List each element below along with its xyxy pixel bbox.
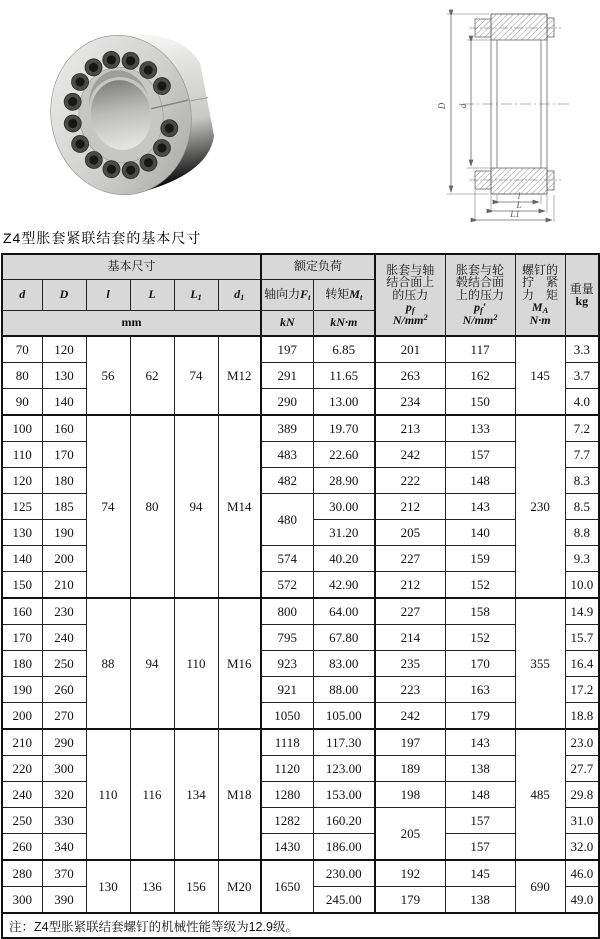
cell-d: 160	[2, 598, 42, 625]
cell-D: 320	[42, 782, 86, 808]
cell-pf: 227	[375, 546, 445, 572]
hdr-d1: $d_1$	[218, 280, 261, 311]
technical-drawing	[429, 2, 594, 224]
cell-pf: 189	[375, 756, 445, 782]
cell-pfp: 143	[445, 729, 515, 756]
cell-pf: 242	[375, 442, 445, 468]
cell-L1: 110	[174, 598, 218, 729]
cell-kg: 9.3	[565, 546, 599, 572]
cell-kg: 8.3	[565, 468, 599, 494]
cell-d: 150	[2, 572, 42, 599]
cell-kg: 16.4	[565, 651, 599, 677]
table-row	[2, 598, 599, 625]
cell-Mt: 105.00	[313, 703, 375, 730]
cell-pf: 205	[375, 520, 445, 546]
cell-pfp: 117	[445, 336, 515, 363]
cell-d: 180	[2, 651, 42, 677]
cell-pf: 242	[375, 703, 445, 730]
cell-D: 230	[42, 598, 86, 625]
cell-D: 390	[42, 887, 86, 914]
cell-pf: 213	[375, 415, 445, 442]
cell-L1: 94	[174, 415, 218, 598]
cell-pfp: 143	[445, 494, 515, 520]
cell-pfp: 170	[445, 651, 515, 677]
cell-pf: 201	[375, 336, 445, 363]
cell-D: 260	[42, 677, 86, 703]
cell-pfp: 158	[445, 598, 515, 625]
hdr-kN: kN	[261, 311, 313, 337]
cell-Ft: 291	[261, 363, 313, 389]
cell-Mt: 160.20	[313, 808, 375, 834]
hdr-D: D	[42, 280, 86, 311]
cell-kg: 17.2	[565, 677, 599, 703]
hdr-torque: 转矩$M_t$	[313, 280, 375, 311]
cell-D: 140	[42, 389, 86, 416]
cell-l: 88	[86, 598, 130, 729]
cell-kg: 31.0	[565, 808, 599, 834]
cell-Mt: 117.30	[313, 729, 375, 756]
cell-L: 94	[130, 598, 174, 729]
cell-pf: 197	[375, 729, 445, 756]
cell-D: 180	[42, 468, 86, 494]
cell-kg: 3.7	[565, 363, 599, 389]
cell-Mt: 186.00	[313, 834, 375, 861]
cell-Mt: 30.00	[313, 494, 375, 520]
cell-pfp: 179	[445, 703, 515, 730]
cell-Mt: 22.60	[313, 442, 375, 468]
cell-pfp: 133	[445, 415, 515, 442]
cell-D: 370	[42, 860, 86, 887]
cell-Ft: 1650	[261, 860, 313, 913]
cell-Mt: 67.80	[313, 625, 375, 651]
cell-Ft: 1118	[261, 729, 313, 756]
cell-Mt: 40.20	[313, 546, 375, 572]
cell-pf: 234	[375, 389, 445, 416]
cell-kg: 32.0	[565, 834, 599, 861]
note-row	[2, 913, 599, 938]
table-row	[2, 860, 599, 887]
cell-MA: 355	[515, 598, 565, 729]
cell-pfp: 148	[445, 782, 515, 808]
cell-d: 130	[2, 520, 42, 546]
cell-Ft: 1050	[261, 703, 313, 730]
cell-d1: M16	[218, 598, 261, 729]
cell-l: 110	[86, 729, 130, 860]
cell-L: 136	[130, 860, 174, 913]
dim-label-l: l	[517, 191, 521, 201]
hdr-kNm: kN·m	[313, 311, 375, 337]
cell-pf: 192	[375, 860, 445, 887]
cell-D: 240	[42, 625, 86, 651]
cell-l: 56	[86, 336, 130, 415]
table-note: 注：Z4型胀紧联结套螺钉的机械性能等级为12.9级。	[2, 913, 599, 938]
cell-d: 80	[2, 363, 42, 389]
hdr-axial: 轴向力$F_t$	[261, 280, 313, 311]
cell-d: 300	[2, 887, 42, 914]
cell-kg: 23.0	[565, 729, 599, 756]
table-row	[2, 415, 599, 442]
dim-label-L1: L1	[510, 209, 520, 219]
cell-d: 170	[2, 625, 42, 651]
hdr-L1: $L_1$	[174, 280, 218, 311]
cell-kg: 3.3	[565, 336, 599, 363]
cell-Mt: 123.00	[313, 756, 375, 782]
cell-D: 130	[42, 363, 86, 389]
cell-pfp: 162	[445, 363, 515, 389]
cell-d: 220	[2, 756, 42, 782]
cell-d1: M20	[218, 860, 261, 913]
cell-pfp: 138	[445, 887, 515, 914]
cell-L1: 134	[174, 729, 218, 860]
cell-Ft: 482	[261, 468, 313, 494]
cell-d: 190	[2, 677, 42, 703]
cell-pf: 223	[375, 677, 445, 703]
cell-Ft: 1120	[261, 756, 313, 782]
cell-d: 250	[2, 808, 42, 834]
cell-D: 190	[42, 520, 86, 546]
cell-pfp: 140	[445, 520, 515, 546]
cell-d: 125	[2, 494, 42, 520]
cell-pf: 198	[375, 782, 445, 808]
cell-Ft: 574	[261, 546, 313, 572]
cell-Mt: 42.90	[313, 572, 375, 599]
cell-d: 260	[2, 834, 42, 861]
cell-pf: 227	[375, 598, 445, 625]
cell-pfp: 157	[445, 834, 515, 861]
hdr-p-shaft: 胀套与轴 结合面上 的压力 $p_f$ $N/mm^2$	[375, 254, 445, 336]
cell-d: 100	[2, 415, 42, 442]
cell-Mt: 245.00	[313, 887, 375, 914]
cell-pf: 205	[375, 808, 445, 861]
cell-Ft: 923	[261, 651, 313, 677]
cell-D: 300	[42, 756, 86, 782]
cell-pfp: 157	[445, 442, 515, 468]
dim-label-L: L	[516, 200, 522, 210]
cell-kg: 7.2	[565, 415, 599, 442]
cell-pfp: 145	[445, 860, 515, 887]
cell-pf: 235	[375, 651, 445, 677]
cell-l: 74	[86, 415, 130, 598]
hdr-p-hub: 胀套与轮 毂结合面 上的压力 $p_f'$ $N/mm^2$	[445, 254, 515, 336]
cell-D: 170	[42, 442, 86, 468]
cell-Mt: 19.70	[313, 415, 375, 442]
cell-Ft: 197	[261, 336, 313, 363]
cell-d: 280	[2, 860, 42, 887]
cell-d: 140	[2, 546, 42, 572]
cell-Ft: 483	[261, 442, 313, 468]
cell-d1: M12	[218, 336, 261, 415]
cell-D: 210	[42, 572, 86, 599]
cell-Ft: 1280	[261, 782, 313, 808]
cell-kg: 46.0	[565, 860, 599, 887]
cell-kg: 8.5	[565, 494, 599, 520]
table-caption: Z4型胀套紧联结套的基本尺寸	[3, 230, 202, 246]
cell-pf: 263	[375, 363, 445, 389]
cell-pfp: 150	[445, 389, 515, 416]
cell-Mt: 13.00	[313, 389, 375, 416]
cell-Ft: 572	[261, 572, 313, 599]
cell-Mt: 83.00	[313, 651, 375, 677]
cell-D: 185	[42, 494, 86, 520]
cell-d: 110	[2, 442, 42, 468]
cell-d: 70	[2, 336, 42, 363]
cell-Mt: 28.90	[313, 468, 375, 494]
cell-Mt: 153.00	[313, 782, 375, 808]
cell-d1: M18	[218, 729, 261, 860]
cell-kg: 27.7	[565, 756, 599, 782]
cell-Mt: 64.00	[313, 598, 375, 625]
cell-D: 200	[42, 546, 86, 572]
dimension-table	[1, 253, 600, 939]
cell-d: 240	[2, 782, 42, 808]
cell-d: 200	[2, 703, 42, 730]
table-row	[2, 336, 599, 363]
dim-label-D: D	[437, 102, 447, 110]
cell-l: 130	[86, 860, 130, 913]
cell-Ft: 1430	[261, 834, 313, 861]
cell-L: 116	[130, 729, 174, 860]
cell-Ft: 1282	[261, 808, 313, 834]
cell-Ft: 800	[261, 598, 313, 625]
cell-Mt: 230.00	[313, 860, 375, 887]
cell-Mt: 31.20	[313, 520, 375, 546]
cell-L: 80	[130, 415, 174, 598]
cell-Ft: 480	[261, 494, 313, 546]
cell-d1: M14	[218, 415, 261, 598]
dim-label-d: d	[458, 103, 468, 109]
hdr-screw-torque: 螺钉的 拧 紧 力 矩 $M_A$ N·m	[515, 254, 565, 336]
cell-pf: 222	[375, 468, 445, 494]
cell-D: 340	[42, 834, 86, 861]
cell-pfp: 152	[445, 625, 515, 651]
cell-Ft: 389	[261, 415, 313, 442]
cell-kg: 8.8	[565, 520, 599, 546]
cell-kg: 4.0	[565, 389, 599, 416]
cell-Ft: 921	[261, 677, 313, 703]
cell-Mt: 11.65	[313, 363, 375, 389]
cell-MA: 230	[515, 415, 565, 598]
cell-d: 90	[2, 389, 42, 416]
cell-pfp: 138	[445, 756, 515, 782]
cell-d: 210	[2, 729, 42, 756]
product-photo	[26, 10, 234, 210]
cell-pfp: 157	[445, 808, 515, 834]
cell-D: 290	[42, 729, 86, 756]
cell-pf: 212	[375, 572, 445, 599]
cell-D: 160	[42, 415, 86, 442]
cell-MA: 485	[515, 729, 565, 860]
cell-MA: 690	[515, 860, 565, 913]
hdr-mm: mm	[2, 311, 261, 337]
cell-Mt: 88.00	[313, 677, 375, 703]
cell-pf: 214	[375, 625, 445, 651]
cell-pfp: 163	[445, 677, 515, 703]
hdr-d: d	[2, 280, 42, 311]
cell-d: 120	[2, 468, 42, 494]
cell-pfp: 159	[445, 546, 515, 572]
sleeve-assembly	[38, 21, 222, 206]
cell-L: 62	[130, 336, 174, 415]
cell-D: 270	[42, 703, 86, 730]
cell-kg: 18.8	[565, 703, 599, 730]
cell-kg: 7.7	[565, 442, 599, 468]
cell-L1: 74	[174, 336, 218, 415]
cell-D: 250	[42, 651, 86, 677]
hdr-basic-dims: 基本尺寸	[2, 254, 261, 280]
cell-D: 120	[42, 336, 86, 363]
cell-Ft: 290	[261, 389, 313, 416]
cell-MA: 145	[515, 336, 565, 415]
cell-Ft: 795	[261, 625, 313, 651]
cell-D: 330	[42, 808, 86, 834]
cell-kg: 29.8	[565, 782, 599, 808]
cell-L1: 156	[174, 860, 218, 913]
cell-pf: 212	[375, 494, 445, 520]
cell-kg: 15.7	[565, 625, 599, 651]
hdr-weight: 重量 kg	[565, 254, 599, 336]
hdr-rated: 额定负荷	[261, 254, 375, 280]
hdr-L: L	[130, 280, 174, 311]
cell-kg: 10.0	[565, 572, 599, 599]
cell-kg: 14.9	[565, 598, 599, 625]
table-row	[2, 729, 599, 756]
cell-pfp: 148	[445, 468, 515, 494]
hdr-l: l	[86, 280, 130, 311]
page-header-images	[0, 0, 600, 226]
cell-pf: 179	[375, 887, 445, 914]
cell-kg: 49.0	[565, 887, 599, 914]
cell-Mt: 6.85	[313, 336, 375, 363]
cell-pfp: 152	[445, 572, 515, 599]
